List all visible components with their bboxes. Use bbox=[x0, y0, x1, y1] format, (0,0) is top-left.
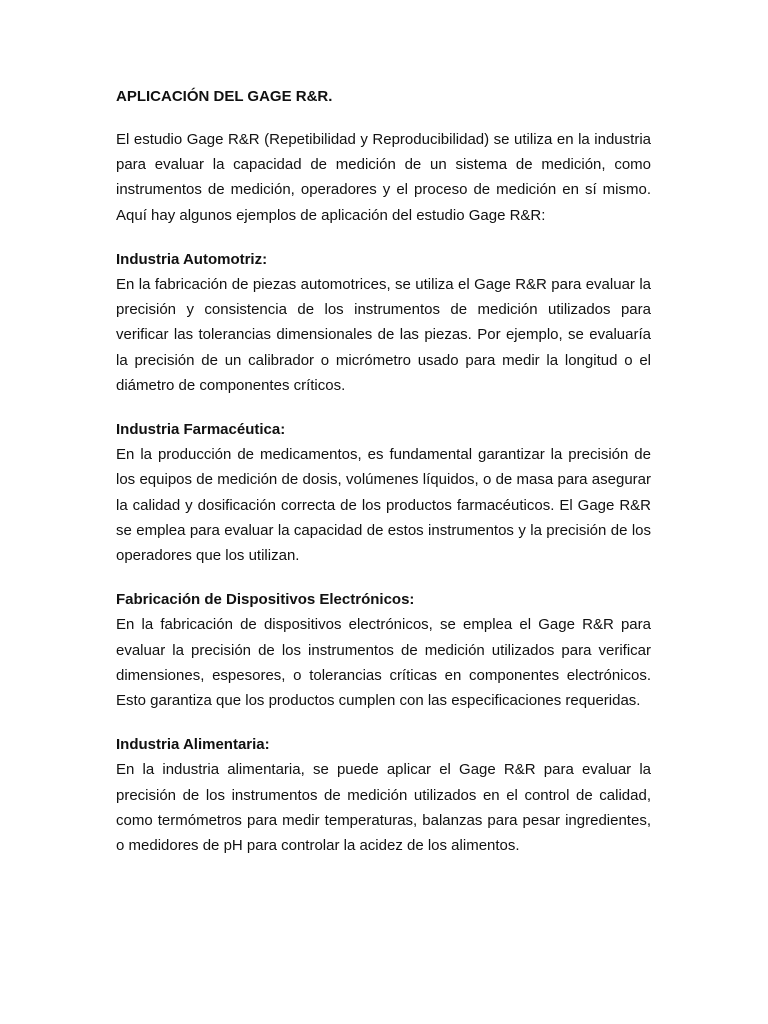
section-heading: Industria Alimentaria: bbox=[116, 736, 270, 754]
document-title: APLICACIÓN DEL GAGE R&R. bbox=[116, 88, 333, 105]
section-heading: Industria Automotriz: bbox=[116, 250, 268, 268]
section-body: En la fabricación de piezas automotrices, se utiliza el Gage R&R para evaluar la precisión y consistencia de los instrumentos de medición utilizados para verificar las tolerancias dimensionales de las piezas. Por ejemplo, se evaluaría la precisión de un calibrador o micrómetro usado para medir la longitud o el diámetro de componentes críticos. bbox=[116, 276, 651, 394]
section-body: En la industria alimentaria, se puede aplicar el Gage R&R para evaluar la precisión de los instrumentos de medición utilizados en el control de calidad, como termómetros para medir temperaturas, balanzas para pesar ingredientes, o medidores de pH para controlar la acidez de los alimentos. bbox=[116, 761, 651, 855]
section-automotriz bbox=[116, 247, 651, 398]
section-alimentaria bbox=[116, 732, 651, 858]
section-body: En la fabricación de dispositivos electrónicos, se emplea el Gage R&R para evaluar la precisión de los instrumentos de medición utilizados para verificar dimensiones, espesores, o tolerancias críticas en componentes electrónicos. Esto garantiza que los productos cumplen con las especificaciones requeridas. bbox=[116, 616, 651, 710]
document-page bbox=[116, 84, 651, 858]
section-heading: Industria Farmacéutica: bbox=[116, 421, 286, 439]
section-electronicos bbox=[116, 587, 651, 713]
section-body: En la producción de medicamentos, es fundamental garantizar la precisión de los equipos de medición de dosis, volúmenes líquidos, o de masa para asegurar la calidad y dosificación correcta de los productos farmacéuticos. El Gage R&R se emplea para evaluar la capacidad de estos instrumentos y la precisión de los operadores que los utilizan. bbox=[116, 446, 651, 565]
section-heading: Fabricación de Dispositivos Electrónicos: bbox=[116, 591, 415, 609]
intro-paragraph: El estudio Gage R&R (Repetibilidad y Reproducibilidad) se utiliza en la industria para evaluar la capacidad de medición de un sistema de medición, como instrumentos de medición, operadores y el proceso de medición en sí mismo. Aquí hay algunos ejemplos de aplicación del estudio Gage R&R: bbox=[116, 131, 651, 224]
section-farmaceutica bbox=[116, 417, 651, 568]
